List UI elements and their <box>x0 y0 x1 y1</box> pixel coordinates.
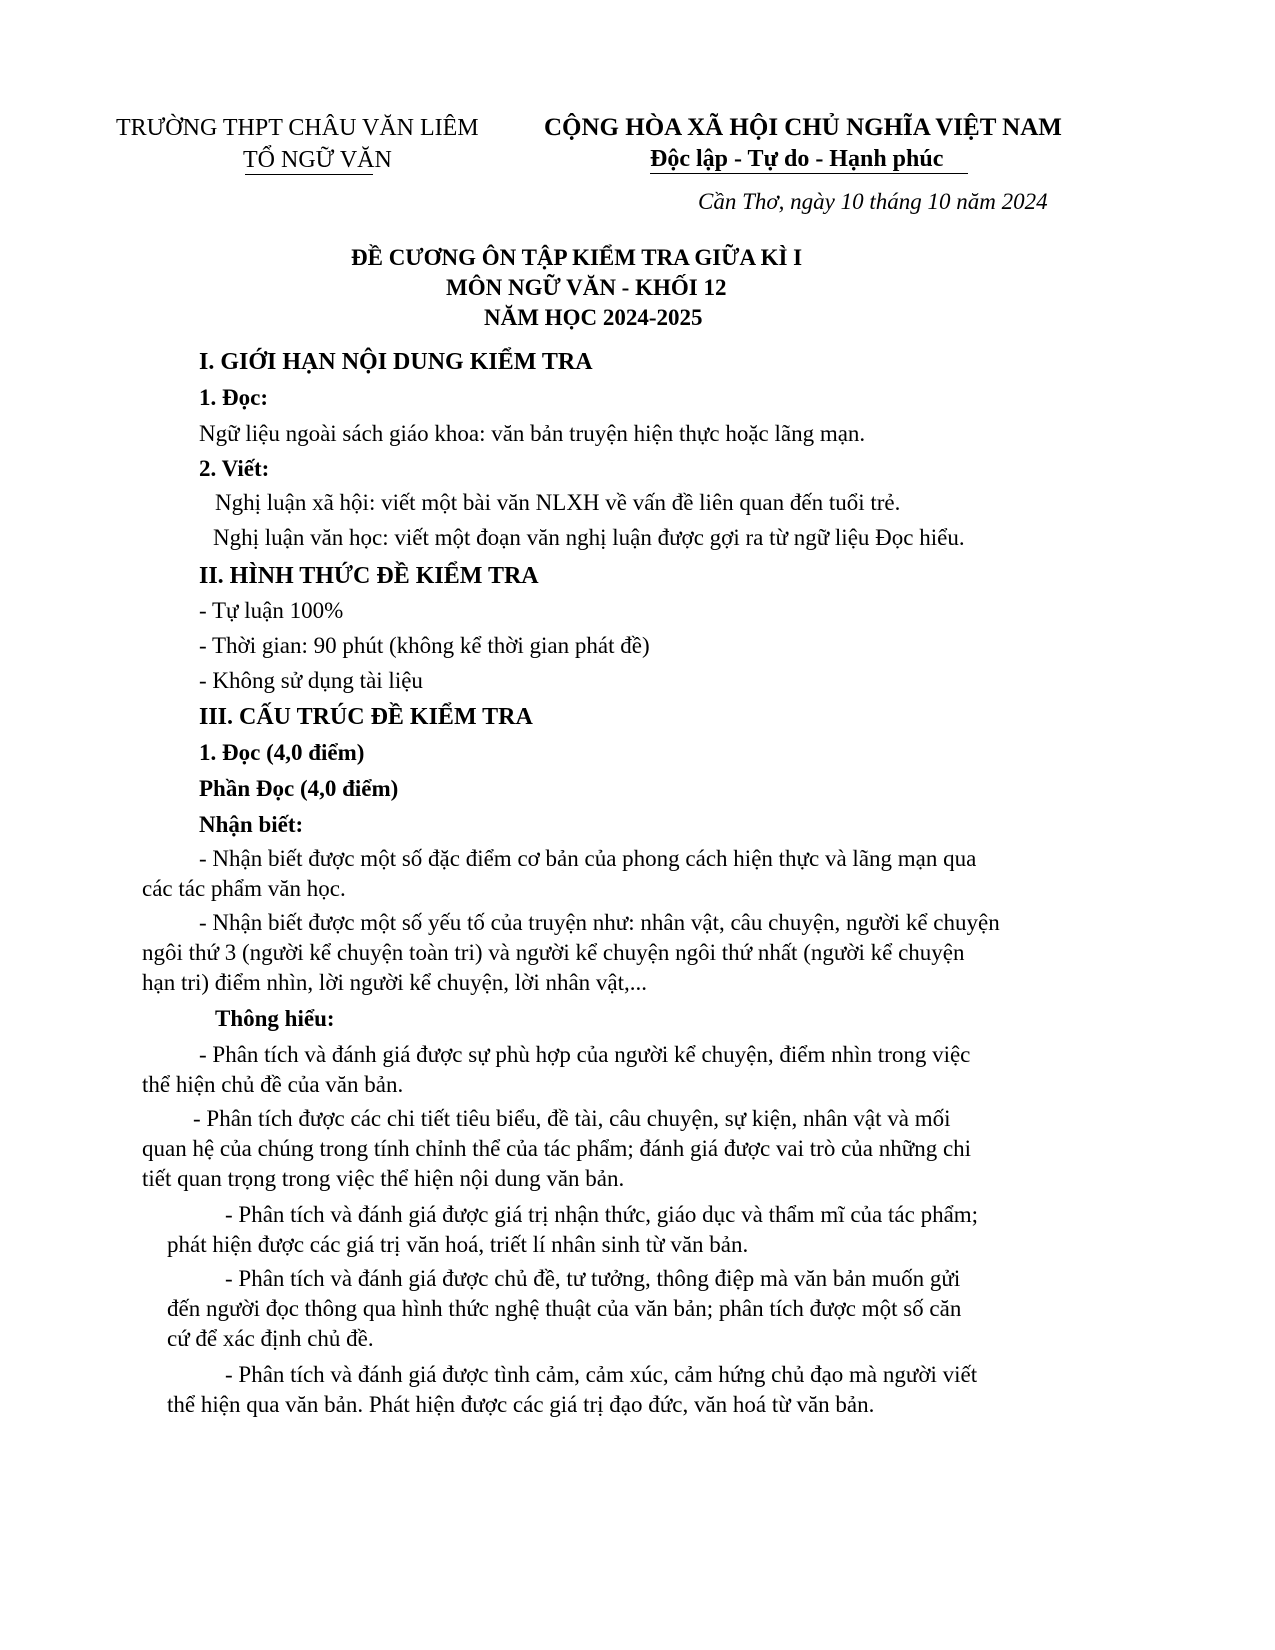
nhan-biet-item-1-line2: các tác phẩm văn học. <box>142 876 346 901</box>
country-name: CỘNG HÒA XÃ HỘI CHỦ NGHĨA VIỆT NAM <box>544 114 1062 141</box>
nhan-biet-heading: Nhận biết: <box>199 812 304 837</box>
nhan-biet-item-2-line2: ngôi thứ 3 (người kể chuyện toàn tri) và người kể chuyện ngôi thứ nhất (người kể chuyện <box>142 940 965 965</box>
motto: Độc lập - Tự do - Hạnh phúc <box>650 146 944 172</box>
section3-heading: III. CẤU TRÚC ĐỀ KIỂM TRA <box>199 704 533 730</box>
reading-part: Phần Đọc (4,0 điểm) <box>199 776 399 801</box>
motto-underline <box>650 173 968 174</box>
nhan-biet-item-2-line3: hạn tri) điểm nhìn, lời người kể chuyện, lời nhân vật,... <box>142 970 648 995</box>
section1-heading: I. GIỚI HẠN NỘI DUNG KIỂM TRA <box>199 349 593 375</box>
thong-hieu-item-5-line1: - Phân tích và đánh giá được tình cảm, cảm xúc, cảm hứng chủ đạo mà người viết <box>225 1362 978 1387</box>
doc-subheading: 1. Đọc: <box>199 385 268 410</box>
doc-text: Ngữ liệu ngoài sách giáo khoa: văn bản truyện hiện thực hoặc lãng mạn. <box>199 421 866 446</box>
thong-hieu-item-2-line2: quan hệ của chúng trong tính chỉnh thể của tác phẩm; đánh giá được vai trò của những chi <box>142 1136 972 1161</box>
thong-hieu-item-4-line2: đến người đọc thông qua hình thức nghệ thuật của văn bản; phân tích được một số căn <box>167 1296 962 1321</box>
thong-hieu-item-1-line2: thể hiện chủ đề của văn bản. <box>142 1072 404 1097</box>
school-name: TRƯỜNG THPT CHÂU VĂN LIÊM <box>116 115 479 141</box>
viet-item-1: Nghị luận xã hội: viết một bài văn NLXH về vấn đề liên quan đến tuổi trẻ. <box>215 490 901 515</box>
department-name: TỔ NGỮ VĂN <box>243 147 392 173</box>
viet-item-2: Nghị luận văn học: viết một đoạn văn nghị luận được gợi ra từ ngữ liệu Đọc hiểu. <box>213 525 965 550</box>
format-item-3: - Không sử dụng tài liệu <box>199 668 423 693</box>
section2-heading: II. HÌNH THỨC ĐỀ KIỂM TRA <box>199 563 539 589</box>
place-date: Cần Thơ, ngày 10 tháng 10 năm 2024 <box>698 189 1048 214</box>
thong-hieu-heading: Thông hiểu: <box>215 1006 335 1031</box>
viet-subheading: 2. Viết: <box>199 456 270 481</box>
thong-hieu-item-3-line1: - Phân tích và đánh giá được giá trị nhận thức, giáo dục và thẩm mĩ của tác phẩm; <box>225 1202 979 1227</box>
thong-hieu-item-4-line3: cứ để xác định chủ đề. <box>167 1326 374 1351</box>
doc-title-line2: MÔN NGỮ VĂN - KHỐI 12 <box>446 275 727 300</box>
nhan-biet-item-2-line1: - Nhận biết được một số yếu tố của truyện như: nhân vật, câu chuyện, người kể chuyện <box>199 910 1000 935</box>
reading-subheading: 1. Đọc (4,0 điểm) <box>199 740 365 765</box>
nhan-biet-item-1-line1: - Nhận biết được một số đặc điểm cơ bản của phong cách hiện thực và lãng mạn qua <box>199 846 977 871</box>
format-item-2: - Thời gian: 90 phút (không kể thời gian phát đề) <box>199 633 650 658</box>
thong-hieu-item-4-line1: - Phân tích và đánh giá được chủ đề, tư tưởng, thông điệp mà văn bản muốn gửi <box>225 1266 961 1291</box>
thong-hieu-item-5-line2: thể hiện qua văn bản. Phát hiện được các giá trị đạo đức, văn hoá từ văn bản. <box>167 1392 875 1417</box>
doc-title-line1: ĐỀ CƯƠNG ÔN TẬP KIỂM TRA GIỮA KÌ I <box>351 245 803 270</box>
thong-hieu-item-3-line2: phát hiện được các giá trị văn hoá, triết lí nhân sinh từ văn bản. <box>167 1232 749 1257</box>
thong-hieu-item-2-line1: - Phân tích được các chi tiết tiêu biểu, đề tài, câu chuyện, sự kiện, nhân vật và mối <box>193 1106 951 1131</box>
thong-hieu-item-1-line1: - Phân tích và đánh giá được sự phù hợp của người kể chuyện, điểm nhìn trong việc <box>199 1042 971 1067</box>
doc-title-line3: NĂM HỌC 2024-2025 <box>484 305 703 330</box>
thong-hieu-item-2-line3: tiết quan trọng trong việc thể hiện nội dung văn bản. <box>142 1166 625 1191</box>
department-underline <box>245 174 373 175</box>
format-item-1: - Tự luận 100% <box>199 598 344 623</box>
